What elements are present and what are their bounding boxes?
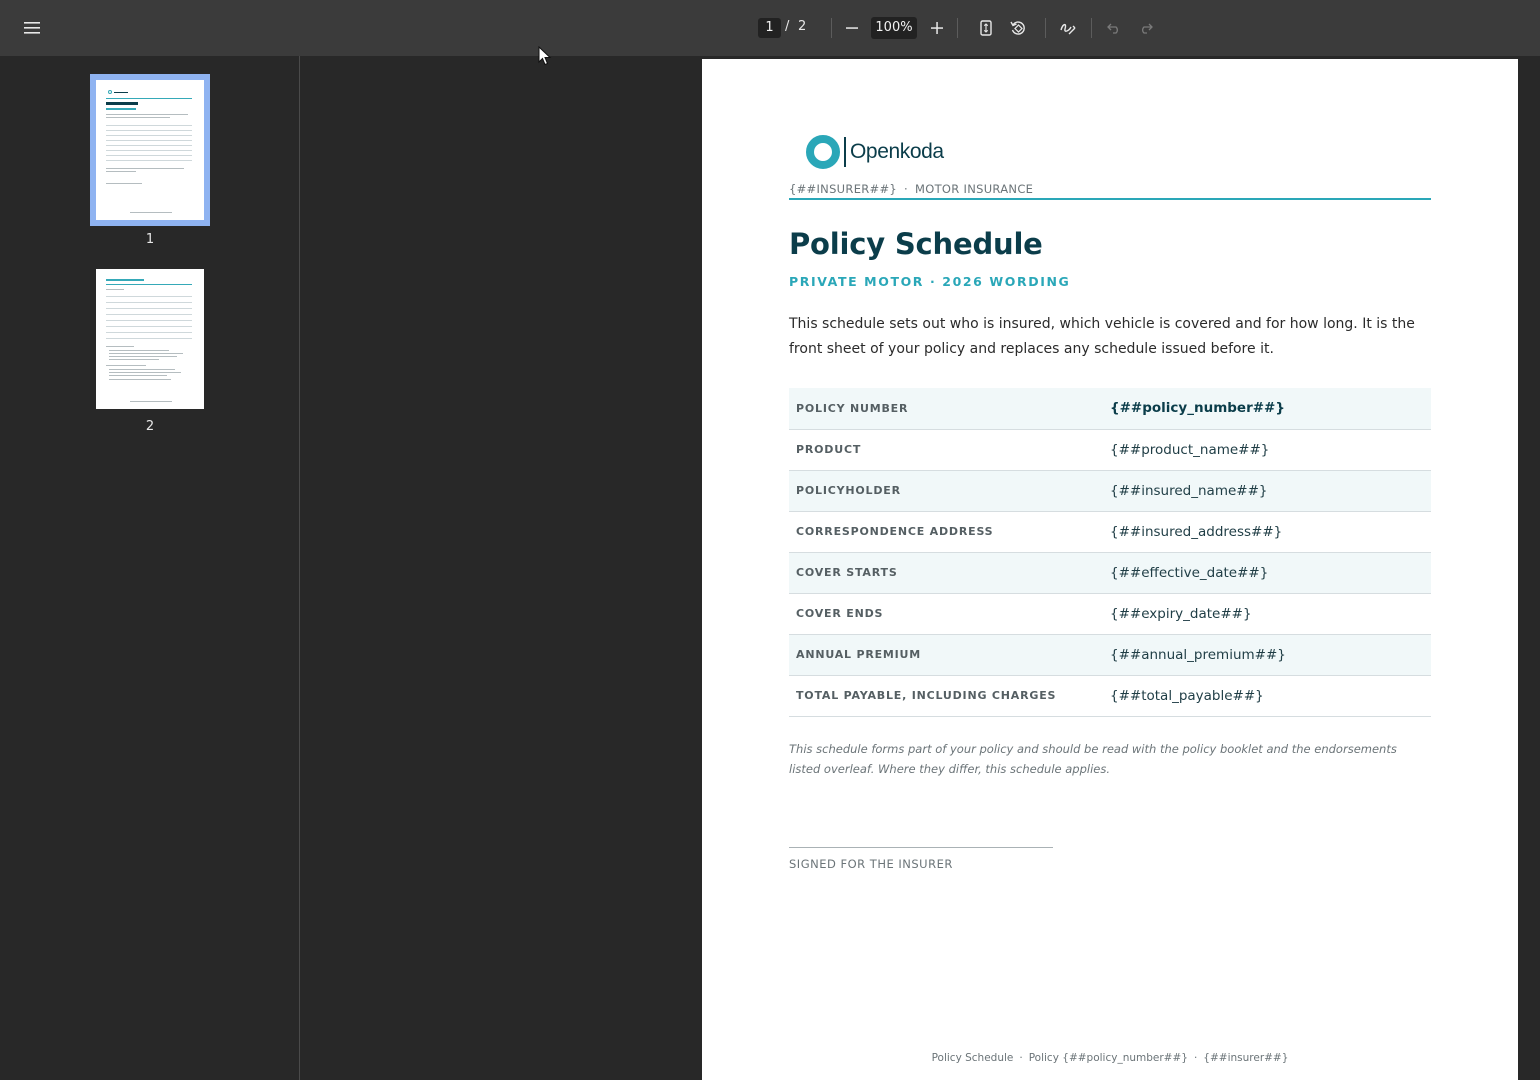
insurer-tag: {##INSURER##} [789, 182, 898, 196]
row-value: {##product_name##} [1110, 441, 1270, 458]
signature-label: SIGNED FOR THE INSURER [789, 857, 953, 871]
footer-dot: · [1193, 1052, 1198, 1064]
thumbnail-page-2[interactable] [96, 269, 204, 434]
page-total: 2 [798, 19, 807, 34]
zoom-out-icon[interactable] [839, 15, 865, 41]
mini-logo-icon [108, 90, 112, 94]
page-number-input[interactable]: 1 [758, 18, 781, 38]
rotate-icon[interactable] [1005, 15, 1031, 41]
row-value: {##insured_address##} [1110, 523, 1283, 540]
table-row [789, 593, 1431, 634]
schedule-table [789, 388, 1431, 717]
zoom-in-icon[interactable] [924, 15, 950, 41]
thumbnail-image[interactable] [96, 269, 204, 409]
viewer-toolbar [0, 0, 1540, 56]
page-subtitle: PRIVATE MOTOR · 2026 WORDING [789, 274, 1071, 289]
footer-dot: · [1019, 1052, 1023, 1064]
document-page [702, 59, 1518, 1080]
thumbnail-sidebar [0, 56, 300, 1080]
page-fit-icon[interactable] [973, 15, 999, 41]
company-logo [806, 135, 944, 169]
menu-icon[interactable] [19, 15, 45, 41]
table-row [789, 634, 1431, 675]
footer-title: Policy Schedule [931, 1052, 1014, 1064]
row-value: {##effective_date##} [1110, 564, 1269, 581]
row-label: POLICY NUMBER [796, 401, 909, 415]
undo-icon[interactable] [1101, 15, 1127, 41]
row-label: PRODUCT [796, 443, 862, 456]
mouse-cursor-icon [538, 46, 552, 70]
redo-icon[interactable] [1133, 15, 1159, 41]
row-value: {##policy_number##} [1110, 400, 1285, 417]
table-row [789, 552, 1431, 593]
zoom-level-field[interactable]: 100% [871, 17, 917, 39]
row-value: {##total_payable##} [1110, 687, 1264, 704]
footer-insurer: {##insurer##} [1203, 1052, 1289, 1064]
row-value: {##insured_name##} [1110, 482, 1268, 499]
logo-wordmark: Openkoda [850, 140, 944, 163]
page-footer [702, 1052, 1518, 1064]
toolbar-divider [957, 18, 958, 38]
header-rule [789, 198, 1431, 200]
separator-dot: · [904, 182, 909, 196]
toolbar-divider [831, 18, 832, 38]
intro-paragraph: This schedule sets out who is insured, which vehicle is covered and for how long. It is the front sheet of your policy and replaces any schedule issued before it. [789, 316, 1415, 357]
signature-line [789, 847, 1053, 848]
footer-policy: Policy {##policy_number##} [1028, 1052, 1188, 1064]
row-label: ANNUAL PREMIUM [796, 648, 922, 661]
thumbnail-page-1[interactable] [96, 80, 204, 247]
row-value: {##annual_premium##} [1110, 646, 1286, 663]
line-of-business: MOTOR INSURANCE [915, 182, 1034, 196]
table-row [789, 675, 1431, 716]
page-title: Policy Schedule [789, 227, 1043, 261]
toolbar-divider [1045, 18, 1046, 38]
table-row [789, 511, 1431, 552]
table-row [789, 470, 1431, 511]
row-label: COVER ENDS [796, 607, 884, 620]
schedule-note: This schedule forms part of your policy and should be read with the policy booklet and the endorsements listed overleaf. Where they differ, this schedule applies. [789, 742, 1397, 776]
thumbnail-label: 1 [145, 232, 155, 247]
table-row [789, 429, 1431, 470]
row-label: POLICYHOLDER [796, 484, 901, 497]
page-separator: / [785, 19, 790, 34]
table-row [789, 388, 1431, 429]
row-value: {##expiry_date##} [1110, 605, 1252, 622]
thumbnail-label: 2 [145, 419, 155, 434]
row-label: CORRESPONDENCE ADDRESS [796, 525, 994, 538]
toolbar-divider [1091, 18, 1092, 38]
logo-ring-icon [806, 135, 840, 169]
thumbnail-image[interactable] [96, 80, 204, 220]
row-label: TOTAL PAYABLE, INCLUDING CHARGES [796, 689, 1057, 702]
row-label: COVER STARTS [796, 566, 898, 579]
draw-icon[interactable] [1055, 15, 1081, 41]
insurer-line [789, 182, 1033, 196]
